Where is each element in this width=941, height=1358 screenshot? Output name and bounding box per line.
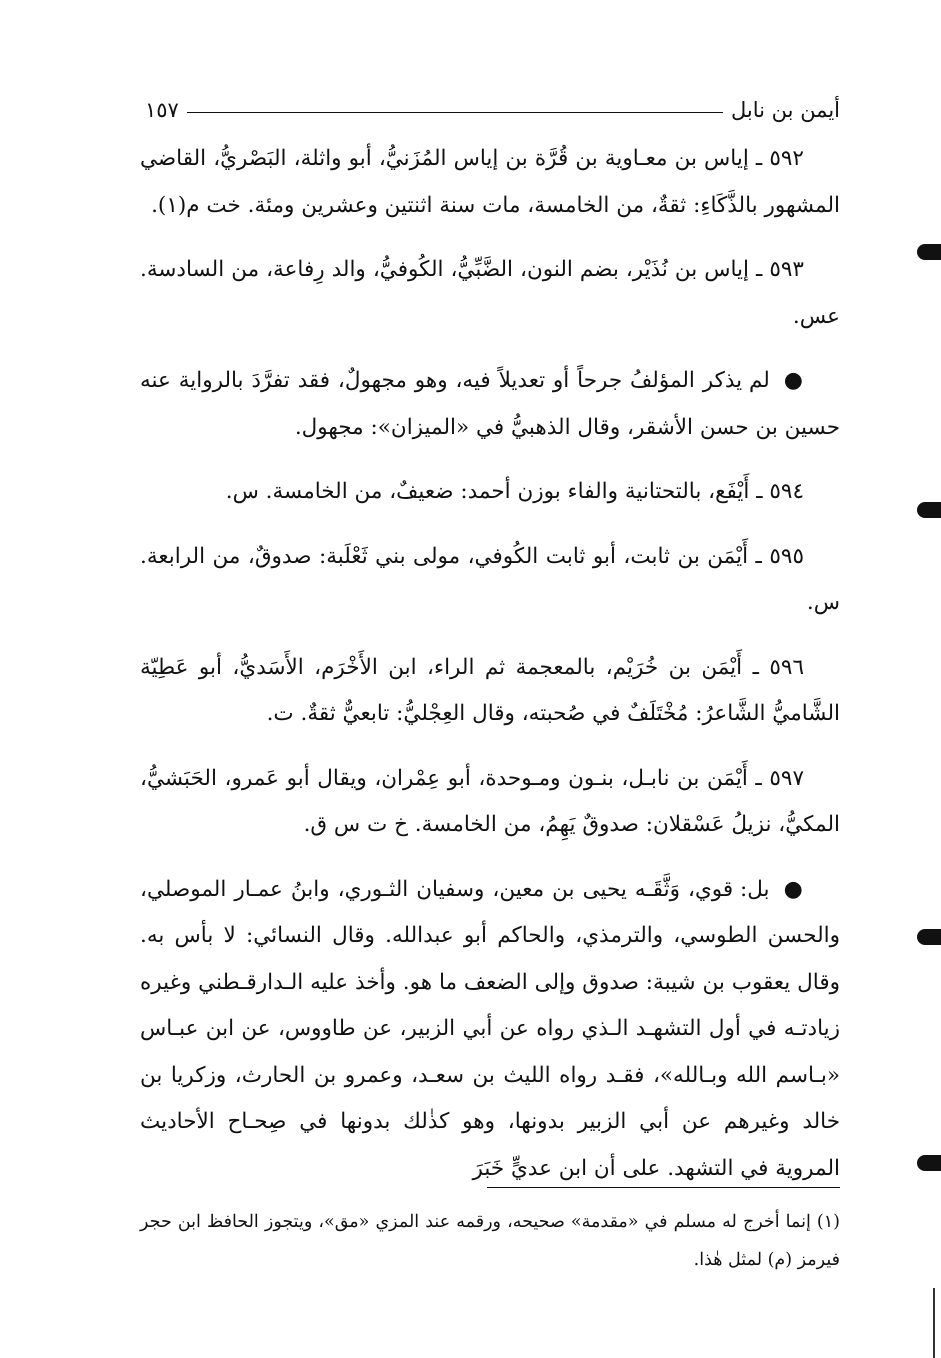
- scan-edge-mark: [917, 1155, 941, 1171]
- scan-edge-mark: [917, 244, 941, 260]
- footnote-rule: [487, 1187, 840, 1188]
- note-text: بل: قوي، وَثَّقَـه يحيى بن معين، وسفيان الثـوري، وابنُ عمـار الموصلي، والحسن الطوسي، والترمذي، والحاكم أبو عبدالله. وقال النسائي: لا بأس به. وقال يعقوب بن شيبة: صدوق وإلى الضعف ما هو. وأخذ عليه الـدارقـطني وغيره زيادتـه في أول التشهـد الـذي رواه عن أبي الزبير، عن طاووس، عن ابن عبـاس «بـاسم الله وبـالله»، فقـد رواه الليث بن سعـد، وعمرو بن الحارث، وزكريا بن خالد وغيرهم عن أبي الزبير بدونها، وهو كذٰلك بدونها في صِحـاح الأحاديث المروية في التشهد. على أن ابن عديٍّ خَبَرَ: [140, 876, 840, 1181]
- entry-593: [140, 247, 840, 340]
- scan-edge-mark: [917, 502, 941, 518]
- entry-text: إياس بن نُذَيْر، بضم النون، الضَّبِّيُّ، الكُوفيُّ، والد رِفاعة، من السادسة. عس.: [140, 257, 840, 329]
- running-title: أيمن بن نابل: [731, 98, 840, 122]
- bullet-icon: ●: [783, 876, 804, 902]
- entry-597: [140, 756, 840, 849]
- entry-text: أَيْفَع، بالتحتانية والفاء بوزن أحمد: ضعيفٌ، من الخامسة. س.: [225, 479, 750, 504]
- editor-note-597: [140, 867, 840, 1193]
- scan-edge-line: [933, 1288, 935, 1358]
- entry-text: أَيْمَن بن ثابت، أبو ثابت الكُوفي، مولى بني ثَعْلَبة: صدوقٌ، من الرابعة. س.: [140, 543, 840, 615]
- footnote: (١) إنما أخرج له مسلم في «مقدمة» صحيحه، ورقمه عند المزي «مق»، ويتجوز الحافظ ابن حجر فيرمز (م) لمثل هٰذا.: [140, 1212, 840, 1270]
- entry-595: [140, 534, 840, 627]
- page-header: [145, 86, 840, 122]
- entry-592: [140, 136, 840, 229]
- entry-number: ٥٩٤ ـ: [756, 479, 804, 504]
- entry-number: ٥٩٧ ـ: [755, 765, 804, 791]
- entry-text: أَيْمَن بن خُرَيْم، بالمعجمة ثم الراء، ابن الأَخْرَم، الأَسَديُّ، أبو عَطِيّة الشَّاميُّ الشَّاعرُ: مُخْتَلَفٌ في صُحبته، وقال العِجْليُّ: تابعيٌّ ثقةٌ. ت.: [140, 654, 840, 726]
- entry-number: ٥٩٦ ـ: [752, 654, 804, 680]
- note-text: لم يذكر المؤلفُ جرحاً أو تعديلاً فيه، وهو مجهولٌ، فقد تفرَّدَ بالرواية عنه حسين بن حسن الأشقر، وقال الذهبيُّ في «الميزان»: مجهول.: [140, 368, 840, 440]
- entry-number: ٥٩٣ ـ: [756, 257, 804, 282]
- entry-text: أَيْمَن بن نابـل، بنـون ومـوحدة، أبو عِمْران، ويقال أبو عَمرو، الحَبَشيُّ، المكيُّ، نزيلُ عَسْقلان: صدوقٌ يَهِمُ، من الخامسة. خ ت س ق.: [140, 765, 840, 837]
- header-rule: [187, 112, 723, 113]
- scan-edge-mark: [917, 929, 941, 945]
- entry-text: إياس بن معـاوية بن قُرَّة بن إياس المُزَنيُّ، أبو واثلة، البَصْريُّ، القاضي المشهور بالذَّكَاءِ: ثقةٌ، من الخامسة، مات سنة اثنتين وعشرين ومئة. خت م(١).: [140, 146, 840, 218]
- entry-596: [140, 645, 840, 738]
- entries-body: [140, 136, 840, 1210]
- bullet-icon: ●: [783, 368, 804, 393]
- entry-594: [140, 469, 840, 516]
- page-number: ١٥٧: [145, 98, 179, 122]
- entry-number: ٥٩٥ ـ: [755, 543, 804, 569]
- editor-note-593: [140, 358, 840, 451]
- entry-number: ٥٩٢ ـ: [755, 146, 804, 171]
